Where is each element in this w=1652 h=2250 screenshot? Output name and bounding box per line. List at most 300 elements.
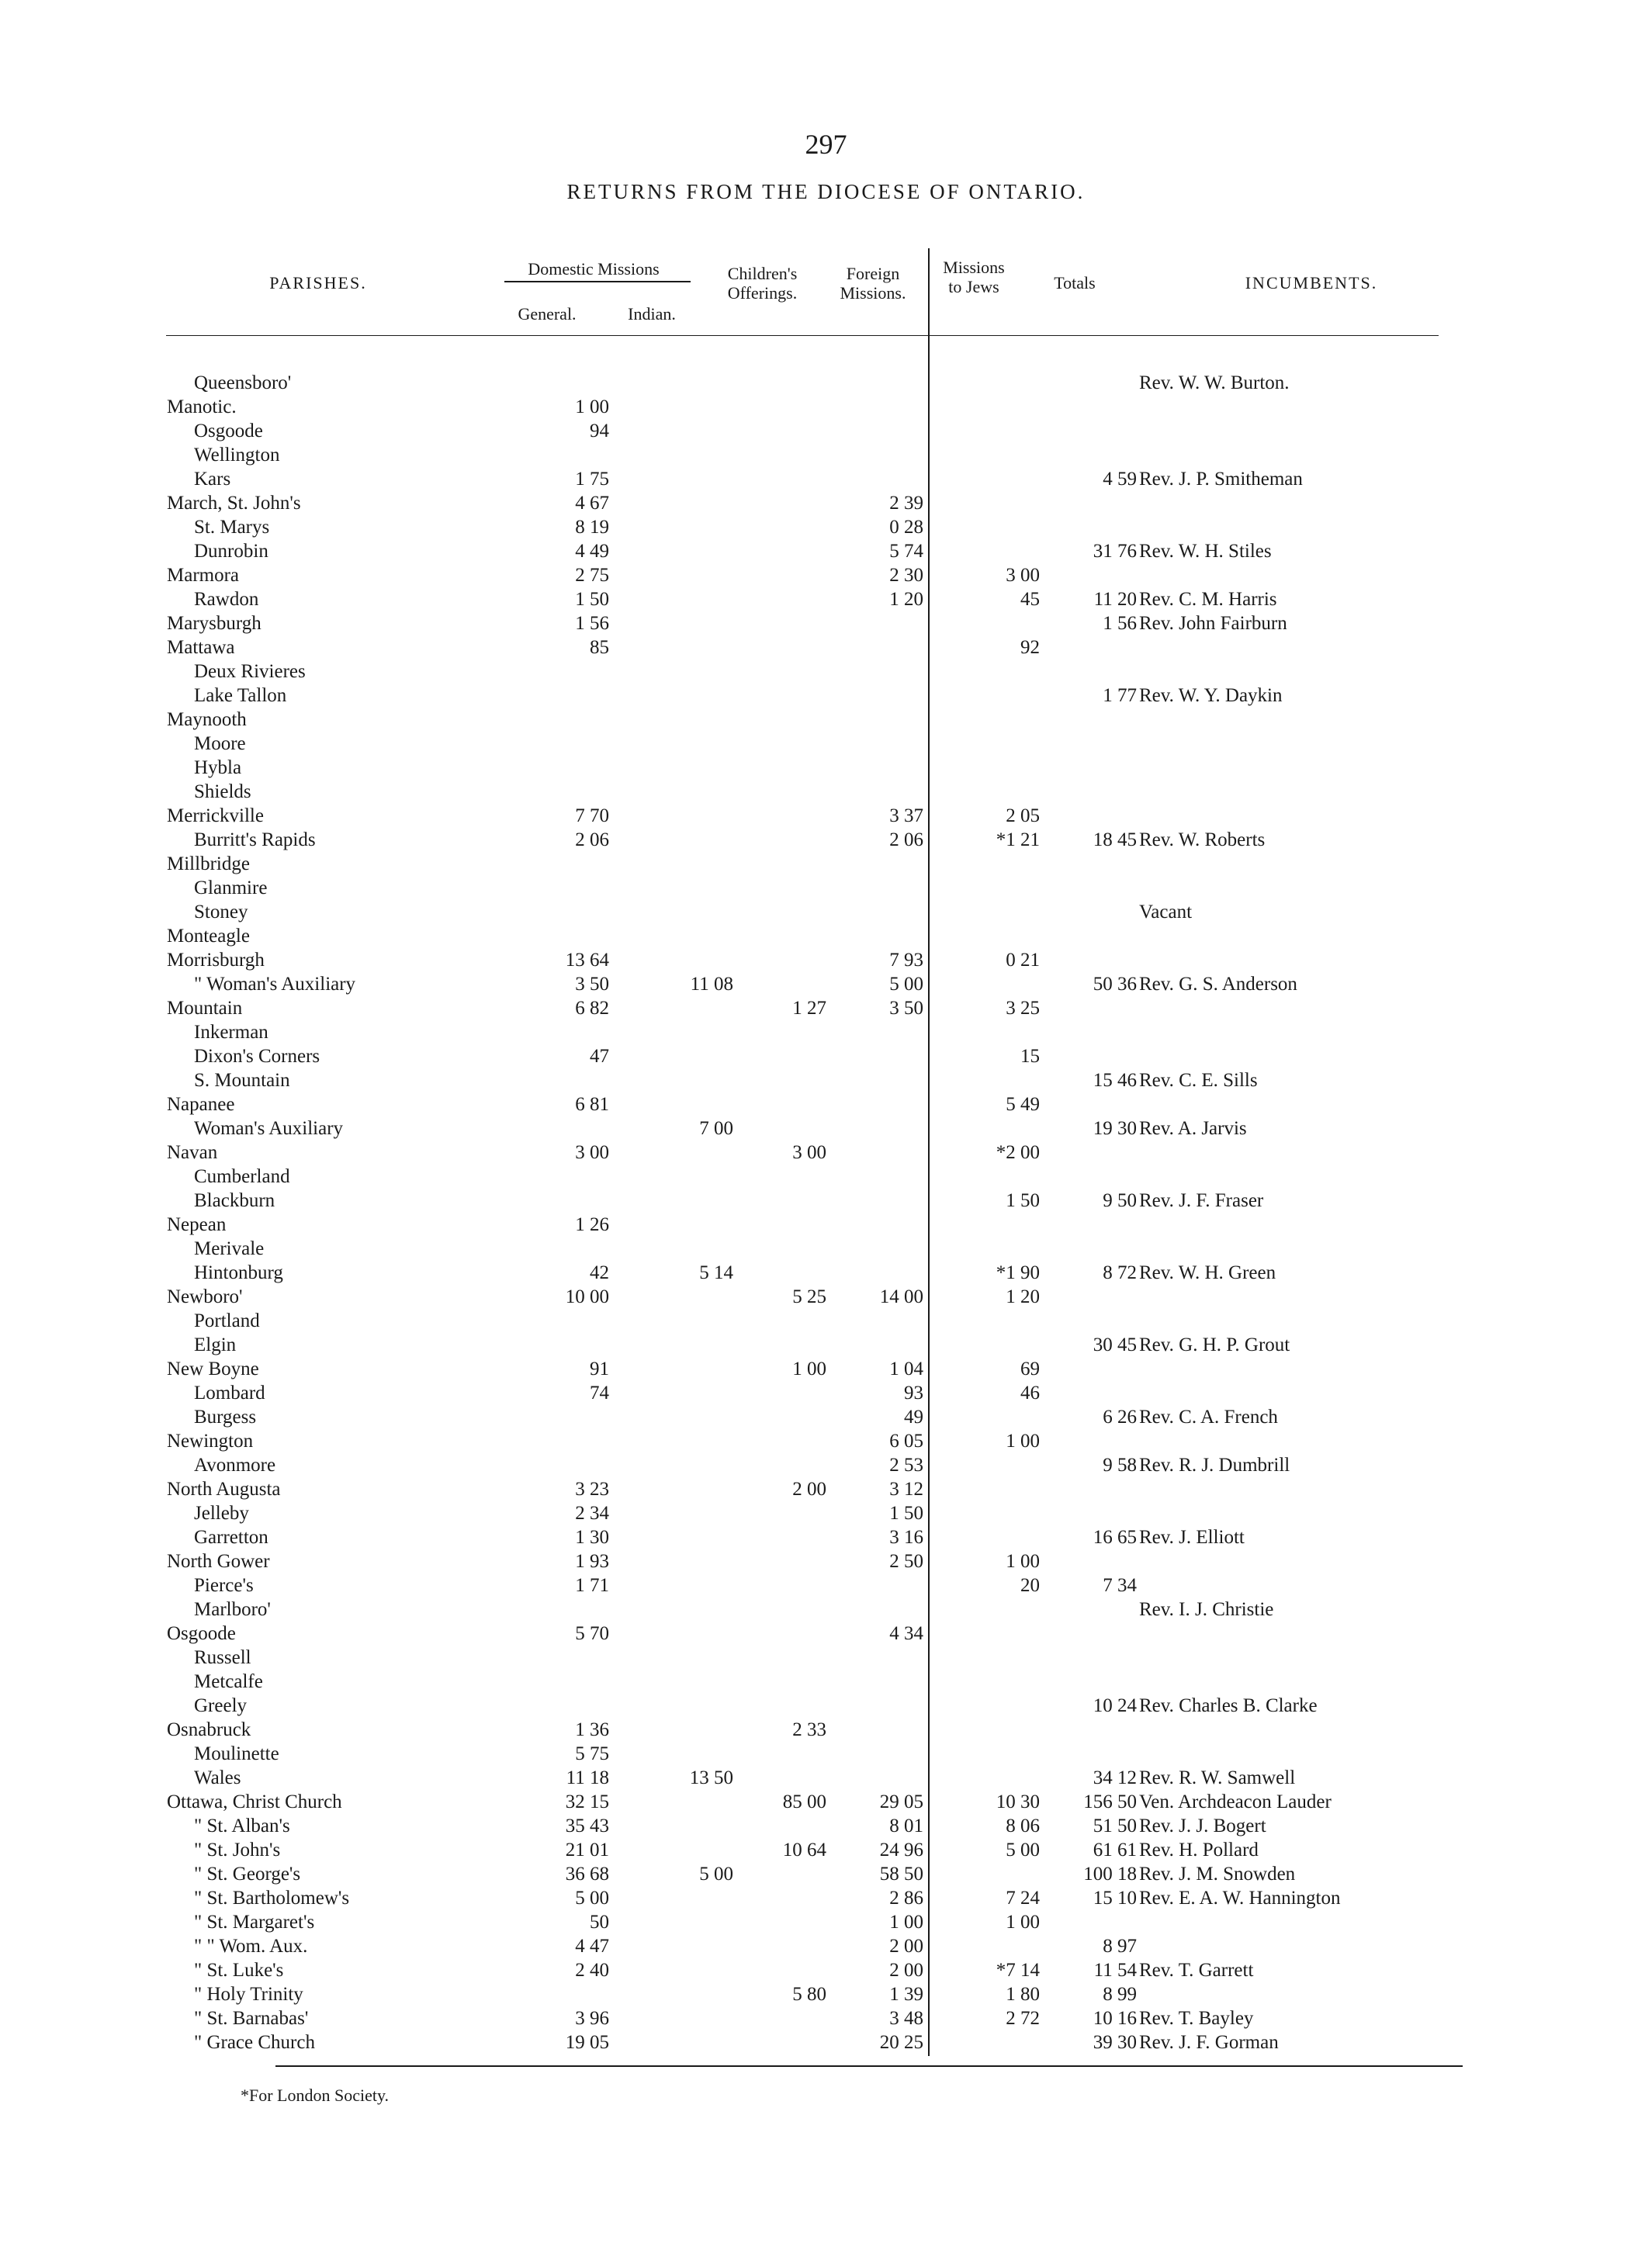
totals-cell: 51 50: [1093, 1816, 1137, 1836]
childrens-cell: 2 33: [792, 1719, 826, 1740]
table-row: [0, 996, 1652, 1020]
incumbent-cell: Rev. H. Pollard: [1139, 1840, 1259, 1861]
parish-cell: Avonmore: [194, 1455, 276, 1476]
jews-cell: 1 20: [1006, 1286, 1040, 1307]
foreign-cell: 6 05: [889, 1431, 923, 1452]
table-row: [0, 1261, 1652, 1285]
parish-cell: " St. Alban's: [194, 1816, 290, 1836]
parish-cell: S. Mountain: [194, 1070, 290, 1091]
table-row: [0, 1694, 1652, 1718]
table-row: [0, 852, 1652, 876]
table-row: [0, 491, 1652, 515]
foreign-cell: 1 00: [889, 1912, 923, 1933]
table-row: [0, 1646, 1652, 1670]
totals-cell: 1 56: [1103, 613, 1137, 634]
parish-cell: Nepean: [167, 1214, 227, 1235]
foreign-cell: 3 12: [889, 1479, 923, 1500]
table-row: [0, 948, 1652, 972]
jews-cell: 1 00: [1006, 1912, 1040, 1933]
totals-cell: 11 54: [1093, 1960, 1137, 1981]
parish-cell: " Woman's Auxiliary: [194, 974, 356, 995]
table-row: [0, 1958, 1652, 1982]
incumbent-cell: Vacant: [1139, 902, 1193, 922]
table-row: [0, 756, 1652, 780]
totals-cell: 10 16: [1093, 2008, 1137, 2029]
incumbent-cell: Rev. W. W. Burton.: [1139, 372, 1290, 393]
general-cell: 19 05: [565, 2032, 609, 2053]
indian-cell: 11 08: [690, 974, 733, 995]
parish-cell: Merrickville: [167, 805, 264, 826]
parish-cell: North Gower: [167, 1551, 270, 1572]
totals-cell: 61 61: [1093, 1840, 1137, 1861]
parish-cell: Monteagle: [167, 926, 250, 947]
general-cell: 5 75: [575, 1743, 609, 1764]
table-row: [0, 1573, 1652, 1598]
table-row: [0, 1020, 1652, 1044]
incumbent-cell: Ven. Archdeacon Lauder: [1139, 1791, 1332, 1812]
incumbent-cell: Rev. W. H. Stiles: [1139, 541, 1272, 562]
parish-cell: Shields: [194, 781, 251, 802]
general-cell: 4 67: [575, 493, 609, 514]
table-row: [0, 467, 1652, 491]
table-row: [0, 395, 1652, 419]
general-cell: 10 00: [565, 1286, 609, 1307]
childrens-cell: 1 27: [792, 998, 826, 1019]
totals-cell: 19 30: [1093, 1118, 1137, 1139]
totals-cell: 6 26: [1103, 1407, 1137, 1428]
jews-cell: 0 21: [1006, 950, 1040, 971]
parish-cell: Moulinette: [194, 1743, 279, 1764]
jews-cell: 1 50: [1006, 1190, 1040, 1211]
childrens-cell: 10 64: [782, 1840, 826, 1861]
footnote: *For London Society.: [241, 2086, 390, 2105]
general-cell: 42: [590, 1262, 609, 1283]
table-row: [0, 419, 1652, 443]
jews-cell: *7 14: [996, 1960, 1040, 1981]
parish-cell: Garretton: [194, 1527, 268, 1548]
totals-cell: 30 45: [1093, 1334, 1137, 1355]
foreign-cell: 1 20: [889, 589, 923, 610]
table-row: [0, 924, 1652, 948]
table-row: [0, 900, 1652, 924]
header-general: General.: [518, 304, 577, 324]
parish-cell: Moore: [194, 733, 246, 754]
table-row: [0, 1453, 1652, 1477]
table-row: [0, 1790, 1652, 1814]
table-row: [0, 1333, 1652, 1357]
foreign-cell: 2 00: [889, 1960, 923, 1981]
parish-cell: Pierce's: [194, 1575, 254, 1596]
parish-cell: Jelleby: [194, 1503, 249, 1524]
indian-cell: 5 14: [699, 1262, 733, 1283]
childrens-cell: 85 00: [782, 1791, 826, 1812]
parish-cell: " St. George's: [194, 1864, 301, 1885]
table-row: [0, 1381, 1652, 1405]
general-cell: 3 00: [575, 1142, 609, 1163]
totals-cell: 15 10: [1093, 1888, 1137, 1909]
table-row: [0, 1189, 1652, 1213]
parish-cell: " St. Margaret's: [194, 1912, 315, 1933]
parish-cell: Osnabruck: [167, 1719, 251, 1740]
general-cell: 85: [590, 637, 609, 658]
general-cell: 1 30: [575, 1527, 609, 1548]
totals-cell: 9 50: [1103, 1190, 1137, 1211]
parish-cell: Metcalfe: [194, 1671, 263, 1692]
parish-cell: Merivale: [194, 1238, 265, 1259]
header-domestic-missions: Domestic Missions: [528, 259, 660, 279]
table-row: [0, 708, 1652, 732]
foreign-cell: 3 48: [889, 2008, 923, 2029]
jews-cell: 92: [1020, 637, 1040, 658]
foreign-cell: 8 01: [889, 1816, 923, 1836]
parish-cell: Russell: [194, 1647, 251, 1668]
childrens-cell: 3 00: [792, 1142, 826, 1163]
jews-cell: 2 72: [1006, 2008, 1040, 2029]
table-row: [0, 1598, 1652, 1622]
jews-cell: 69: [1020, 1359, 1040, 1379]
general-cell: 74: [590, 1383, 609, 1404]
table-row: [0, 1670, 1652, 1694]
incumbent-cell: Rev. E. A. W. Hannington: [1139, 1888, 1341, 1909]
totals-cell: 31 76: [1093, 541, 1137, 562]
incumbent-cell: Rev. I. J. Christie: [1139, 1599, 1274, 1620]
jews-cell: 3 25: [1006, 998, 1040, 1019]
table-row: [0, 539, 1652, 563]
foreign-cell: 29 05: [879, 1791, 923, 1812]
foreign-cell: 2 06: [889, 829, 923, 850]
parish-cell: Marysburgh: [167, 613, 261, 634]
general-cell: 3 96: [575, 2008, 609, 2029]
general-cell: 1 26: [575, 1214, 609, 1235]
incumbent-cell: Rev. W. Y. Daykin: [1139, 685, 1283, 706]
table-row: [0, 1622, 1652, 1646]
parish-cell: Mountain: [167, 998, 243, 1019]
foreign-cell: 3 16: [889, 1527, 923, 1548]
jews-cell: *1 90: [996, 1262, 1040, 1283]
totals-cell: 10 24: [1093, 1695, 1137, 1716]
table-row: [0, 1742, 1652, 1766]
parish-cell: New Boyne: [167, 1359, 259, 1379]
table-row: [0, 1068, 1652, 1092]
table-row: [0, 1982, 1652, 2006]
general-cell: 6 81: [575, 1094, 609, 1115]
parish-cell: Navan: [167, 1142, 218, 1163]
general-cell: 6 82: [575, 998, 609, 1019]
foreign-cell: 24 96: [879, 1840, 923, 1861]
table-row: [0, 635, 1652, 659]
table-row: [0, 1549, 1652, 1573]
foreign-cell: 1 50: [889, 1503, 923, 1524]
foreign-cell: 49: [904, 1407, 923, 1428]
table-row: [0, 1092, 1652, 1116]
totals-cell: 15 46: [1093, 1070, 1137, 1091]
incumbent-cell: Rev. J. Elliott: [1139, 1527, 1245, 1548]
parish-cell: Dixon's Corners: [194, 1046, 320, 1067]
general-cell: 3 50: [575, 974, 609, 995]
parish-cell: Cumberland: [194, 1166, 290, 1187]
general-cell: 11 18: [566, 1767, 609, 1788]
jews-cell: 2 05: [1006, 805, 1040, 826]
totals-cell: 9 58: [1103, 1455, 1137, 1476]
foreign-cell: 93: [904, 1383, 923, 1404]
table-row: [0, 659, 1652, 684]
table-row: [0, 1477, 1652, 1501]
header-indian: Indian.: [628, 304, 676, 324]
totals-cell: 7 34: [1103, 1575, 1137, 1596]
table-row: [0, 1309, 1652, 1333]
incumbent-cell: Rev. J. M. Snowden: [1139, 1864, 1296, 1885]
table-row: [0, 1285, 1652, 1309]
general-cell: 1 93: [575, 1551, 609, 1572]
jews-cell: 45: [1020, 589, 1040, 610]
parish-cell: Rawdon: [194, 589, 259, 610]
incumbent-cell: Rev. G. S. Anderson: [1139, 974, 1297, 995]
foreign-cell: 2 30: [889, 565, 923, 586]
incumbent-cell: Rev. J. P. Smitheman: [1139, 469, 1303, 490]
totals-cell: 8 99: [1103, 1984, 1137, 2005]
table-row: [0, 828, 1652, 852]
parish-cell: " St. Barnabas': [194, 2008, 309, 2029]
jews-cell: 1 80: [1006, 1984, 1040, 2005]
parish-cell: Marmora: [167, 565, 240, 586]
foreign-cell: 14 00: [879, 1286, 923, 1307]
jews-cell: 5 00: [1006, 1840, 1040, 1861]
incumbent-cell: Rev. John Fairburn: [1139, 613, 1287, 634]
parish-cell: Osgoode: [194, 421, 263, 441]
table-row: [0, 780, 1652, 804]
parish-cell: Queensboro': [194, 372, 292, 393]
parish-cell: Elgin: [194, 1334, 237, 1355]
general-cell: 47: [590, 1046, 609, 1067]
parish-cell: Lake Tallon: [194, 685, 287, 706]
table-row: [0, 1429, 1652, 1453]
table-row: [0, 1501, 1652, 1525]
parish-cell: Osgoode: [167, 1623, 236, 1644]
header-childrens-offerings: Children's Offerings.: [727, 264, 798, 303]
table-row: [0, 1838, 1652, 1862]
table-row: [0, 1525, 1652, 1549]
parish-cell: Morrisburgh: [167, 950, 265, 971]
parish-cell: Blackburn: [194, 1190, 275, 1211]
parish-cell: March, St. John's: [167, 493, 301, 514]
general-cell: 91: [590, 1359, 609, 1379]
table-row: [0, 804, 1652, 828]
totals-cell: 39 30: [1093, 2032, 1137, 2053]
parish-cell: " Grace Church: [194, 2032, 315, 2053]
incumbent-cell: Rev. T. Bayley: [1139, 2008, 1254, 2029]
jews-cell: 3 00: [1006, 565, 1040, 586]
general-cell: 1 75: [575, 469, 609, 490]
table-row: [0, 732, 1652, 756]
general-cell: 3 23: [575, 1479, 609, 1500]
page-number: 297: [805, 129, 847, 160]
totals-cell: 156 50: [1083, 1791, 1137, 1812]
general-cell: 1 00: [575, 396, 609, 417]
general-cell: 1 56: [575, 613, 609, 634]
incumbent-cell: Rev. W. H. Green: [1139, 1262, 1276, 1283]
parish-cell: St. Marys: [194, 517, 270, 538]
table-row: [0, 1213, 1652, 1237]
table-row: [0, 563, 1652, 587]
jews-cell: *2 00: [996, 1142, 1040, 1163]
incumbent-cell: Rev. J. F. Gorman: [1139, 2032, 1279, 2053]
general-cell: 4 49: [575, 541, 609, 562]
jews-cell: 1 00: [1006, 1551, 1040, 1572]
general-cell: 36 68: [565, 1864, 609, 1885]
parish-cell: Kars: [194, 469, 231, 490]
table-row: [0, 443, 1652, 467]
incumbent-cell: Rev. T. Garrett: [1139, 1960, 1254, 1981]
general-cell: 32 15: [565, 1791, 609, 1812]
foreign-cell: 1 39: [889, 1984, 923, 2005]
table-row: [0, 1116, 1652, 1141]
table-row: [0, 1910, 1652, 1934]
childrens-cell: 2 00: [792, 1479, 826, 1500]
totals-cell: 11 20: [1093, 589, 1137, 610]
general-cell: 50: [590, 1912, 609, 1933]
table-row: [0, 684, 1652, 708]
totals-cell: 18 45: [1093, 829, 1137, 850]
parish-cell: Wales: [194, 1767, 241, 1788]
table-row: [0, 1141, 1652, 1165]
parish-cell: " St. Luke's: [194, 1960, 284, 1981]
jews-cell: *1 21: [996, 829, 1040, 850]
parish-cell: Manotic.: [167, 396, 237, 417]
foreign-cell: 4 34: [889, 1623, 923, 1644]
table-row: [0, 1718, 1652, 1742]
parish-cell: Dunrobin: [194, 541, 268, 562]
foreign-cell: 2 39: [889, 493, 923, 514]
general-cell: 2 75: [575, 565, 609, 586]
incumbent-cell: Rev. Charles B. Clarke: [1139, 1695, 1318, 1716]
table-row: [0, 1405, 1652, 1429]
header-foreign-missions: Foreign Missions.: [840, 264, 906, 303]
childrens-cell: 5 25: [792, 1286, 826, 1307]
jews-cell: 5 49: [1006, 1094, 1040, 1115]
incumbent-cell: Rev. R. W. Samwell: [1139, 1767, 1296, 1788]
foreign-cell: 5 74: [889, 541, 923, 562]
table-row: [0, 2006, 1652, 2030]
parish-cell: Napanee: [167, 1094, 235, 1115]
foreign-cell: 3 50: [889, 998, 923, 1019]
general-cell: 2 40: [575, 1960, 609, 1981]
parish-cell: Hybla: [194, 757, 242, 778]
parish-cell: Hintonburg: [194, 1262, 283, 1283]
header-missions-to-jews: Missions to Jews: [943, 258, 1005, 296]
foreign-cell: 2 53: [889, 1455, 923, 1476]
parish-cell: Stoney: [194, 902, 248, 922]
indian-cell: 13 50: [689, 1767, 733, 1788]
general-cell: 21 01: [565, 1840, 609, 1861]
general-cell: 1 71: [575, 1575, 609, 1596]
table-row: [0, 1044, 1652, 1068]
header-parishes: PARISHES.: [269, 273, 367, 292]
parish-cell: Deux Rivieres: [194, 661, 306, 682]
table-row: [0, 1862, 1652, 1886]
parish-cell: Greely: [194, 1695, 248, 1716]
table-row: [0, 876, 1652, 900]
general-cell: 13 64: [565, 950, 609, 971]
totals-cell: 8 97: [1103, 1936, 1137, 1957]
parish-cell: Portland: [194, 1310, 260, 1331]
table-row: [0, 1766, 1652, 1790]
jews-cell: 46: [1020, 1383, 1040, 1404]
jews-cell: 1 00: [1006, 1431, 1040, 1452]
parish-cell: " St. John's: [194, 1840, 281, 1861]
parish-cell: Newington: [167, 1431, 254, 1452]
incumbent-cell: Rev. J. J. Bogert: [1139, 1816, 1266, 1836]
parish-cell: Mattawa: [167, 637, 235, 658]
general-cell: 1 50: [575, 589, 609, 610]
totals-cell: 4 59: [1103, 469, 1137, 490]
totals-cell: 8 72: [1103, 1262, 1137, 1283]
general-cell: 4 47: [575, 1936, 609, 1957]
incumbent-cell: Rev. G. H. P. Grout: [1139, 1334, 1290, 1355]
table-row: [0, 1886, 1652, 1910]
parish-cell: Ottawa, Christ Church: [167, 1791, 342, 1812]
general-cell: 2 34: [575, 1503, 609, 1524]
table-row: [0, 1165, 1652, 1189]
table-row: [0, 1237, 1652, 1261]
indian-cell: 7 00: [699, 1118, 733, 1139]
general-cell: 8 19: [575, 517, 609, 538]
foreign-cell: 2 86: [889, 1888, 923, 1909]
jews-cell: 10 30: [996, 1791, 1040, 1812]
parish-cell: Burgess: [194, 1407, 257, 1428]
foreign-cell: 2 50: [889, 1551, 923, 1572]
parish-cell: Inkerman: [194, 1022, 268, 1043]
foreign-cell: 2 00: [889, 1936, 923, 1957]
table-row: [0, 611, 1652, 635]
general-cell: 94: [590, 421, 609, 441]
totals-cell: 34 12: [1093, 1767, 1137, 1788]
foreign-cell: 7 93: [889, 950, 923, 971]
totals-cell: 1 77: [1103, 685, 1137, 706]
page-title: RETURNS FROM THE DIOCESE OF ONTARIO.: [566, 180, 1086, 203]
general-cell: 1 36: [575, 1719, 609, 1740]
jews-column-rule: [928, 248, 930, 2056]
foreign-cell: 3 37: [889, 805, 923, 826]
indian-cell: 5 00: [699, 1864, 733, 1885]
parish-cell: Newboro': [167, 1286, 243, 1307]
table-row: [0, 371, 1652, 395]
parish-cell: " " Wom. Aux.: [194, 1936, 308, 1957]
general-cell: 5 00: [575, 1888, 609, 1909]
jews-cell: 20: [1020, 1575, 1040, 1596]
jews-cell: 8 06: [1006, 1816, 1040, 1836]
incumbent-cell: Rev. W. Roberts: [1139, 829, 1266, 850]
parish-cell: " Holy Trinity: [194, 1984, 303, 2005]
incumbent-cell: Rev. J. F. Fraser: [1139, 1190, 1264, 1211]
parish-cell: Maynooth: [167, 709, 247, 730]
domestic-rule: [504, 281, 691, 282]
foreign-cell: 5 00: [889, 974, 923, 995]
parish-cell: Millbridge: [167, 853, 250, 874]
table-row: [0, 1934, 1652, 1958]
table-row: [0, 972, 1652, 996]
header-incumbents: INCUMBENTS.: [1245, 273, 1378, 292]
totals-cell: 16 65: [1093, 1527, 1137, 1548]
parish-cell: Marlboro': [194, 1599, 271, 1620]
general-cell: 35 43: [565, 1816, 609, 1836]
incumbent-cell: Rev. R. J. Dumbrill: [1139, 1455, 1290, 1476]
childrens-cell: 1 00: [792, 1359, 826, 1379]
general-cell: 5 70: [575, 1623, 609, 1644]
foreign-cell: 20 25: [879, 2032, 923, 2053]
totals-cell: 100 18: [1083, 1864, 1137, 1885]
general-cell: 2 06: [575, 829, 609, 850]
header-rule: [166, 335, 1439, 336]
